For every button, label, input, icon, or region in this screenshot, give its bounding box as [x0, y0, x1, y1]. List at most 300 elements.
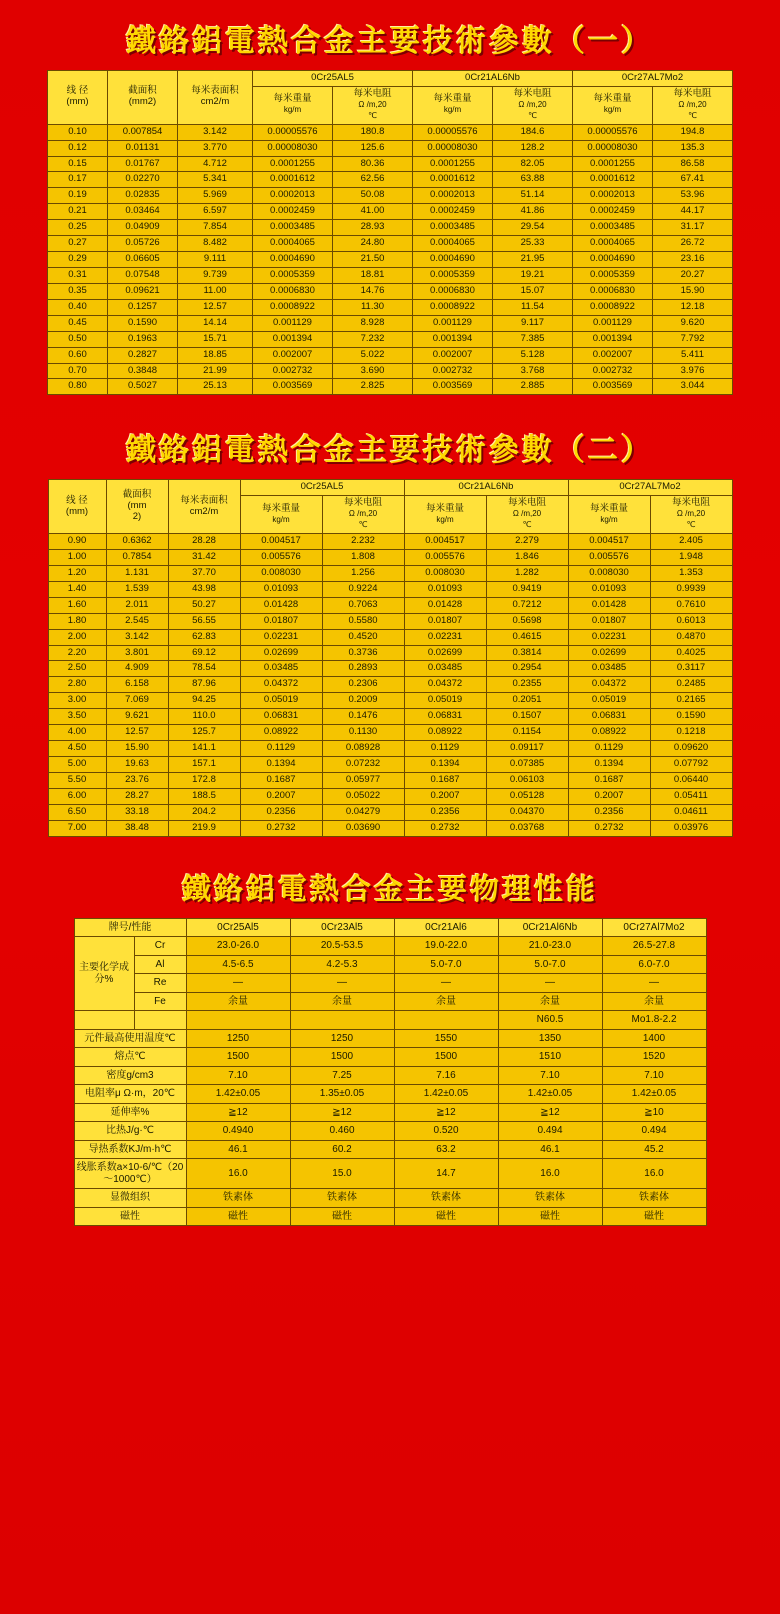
table-cell: 0.4520 — [322, 629, 404, 645]
table-cell: 0.0002459 — [253, 204, 333, 220]
table-cell: 0.2732 — [404, 820, 486, 836]
table-cell: 78.54 — [168, 661, 240, 677]
table-cell: 9.739 — [178, 267, 253, 283]
table-row — [74, 1029, 706, 1048]
table-cell: 0.002007 — [253, 347, 333, 363]
table-cell: 38.48 — [106, 820, 168, 836]
table-cell: 0.0008922 — [253, 299, 333, 315]
table-cell: 0.00008030 — [253, 140, 333, 156]
label-element-fe: Fe — [134, 992, 186, 1011]
table-cell: 0.02231 — [240, 629, 322, 645]
table-row — [48, 283, 733, 299]
table-cell: 0.0004065 — [253, 236, 333, 252]
label-element-al: Al — [134, 955, 186, 974]
table-cell: 0.0003485 — [253, 220, 333, 236]
table-cell: 1.256 — [322, 565, 404, 581]
table-cell: 0.17 — [48, 172, 108, 188]
table-cell: 5.50 — [48, 772, 106, 788]
table-cell: 25.33 — [493, 236, 573, 252]
table-cell: 0.0005359 — [253, 267, 333, 283]
table-cell: 7.232 — [333, 331, 413, 347]
header-alloy-2: 0Cr23Al5 — [290, 918, 394, 937]
table-cell — [290, 1011, 394, 1030]
header-grade-property: 牌号/性能 — [74, 918, 186, 937]
table-cell: 21.0-23.0 — [498, 937, 602, 956]
table-cell: 0.1507 — [486, 709, 568, 725]
table-cell: 1.60 — [48, 597, 106, 613]
table-cell: 0.0002013 — [413, 188, 493, 204]
table-cell: 23.16 — [653, 252, 733, 268]
table-cell: 0.005576 — [240, 549, 322, 565]
table-cell: 0.00005576 — [413, 124, 493, 140]
table-cell: 0.0001612 — [413, 172, 493, 188]
table-cell: 0.4870 — [650, 629, 732, 645]
table-cell: 0.07548 — [108, 267, 178, 283]
header-alloy-2: 0Cr21AL6Nb — [413, 71, 573, 87]
table-cell: 1.131 — [106, 565, 168, 581]
table-cell: 0.2485 — [650, 677, 732, 693]
header-cross-section: 截面积 (mm2) — [108, 71, 178, 125]
table-cell: 1500 — [394, 1048, 498, 1067]
table-cell: 余量 — [498, 992, 602, 1011]
table-cell: 7.10 — [186, 1066, 290, 1085]
table-cell: 0.0003485 — [413, 220, 493, 236]
table-cell: 0.001129 — [253, 315, 333, 331]
table-cell: 9.117 — [493, 315, 573, 331]
header-surface-area: 每米表面积 cm2/m — [168, 480, 240, 534]
table-cell: 2.885 — [493, 379, 573, 395]
table-cell: 29.54 — [493, 220, 573, 236]
table-cell: 6.0-7.0 — [602, 955, 706, 974]
table-cell: 0.08922 — [568, 725, 650, 741]
table-cell: 0.001394 — [573, 331, 653, 347]
table-cell: 0.02270 — [108, 172, 178, 188]
table-cell: 0.03485 — [568, 661, 650, 677]
table-cell: 0.07232 — [322, 756, 404, 772]
table-cell: 0.0002013 — [573, 188, 653, 204]
table-cell: 80.36 — [333, 156, 413, 172]
table-cell: 0.0004065 — [413, 236, 493, 252]
table-cell: 19.63 — [106, 756, 168, 772]
label-property: 熔点℃ — [74, 1048, 186, 1067]
table-cell: 15.90 — [106, 741, 168, 757]
table-cell: 0.06831 — [568, 709, 650, 725]
table-cell: 45.2 — [602, 1140, 706, 1159]
table-cell: 11.54 — [493, 299, 573, 315]
table-cell: 18.81 — [333, 267, 413, 283]
table-cell: 7.792 — [653, 331, 733, 347]
table-cell: — — [498, 974, 602, 993]
header-cross-section: 截面积 (mm 2) — [106, 480, 168, 534]
table-header-row — [48, 71, 733, 87]
table-cell: 0.3736 — [322, 645, 404, 661]
table-row — [48, 140, 733, 156]
tech-params-table-1 — [47, 70, 733, 395]
table-cell: 19.0-22.0 — [394, 937, 498, 956]
table-row — [74, 1066, 706, 1085]
table-cell: 0.5580 — [322, 613, 404, 629]
table-cell: 0.04611 — [650, 804, 732, 820]
table-row — [74, 955, 706, 974]
table3-wrapper — [0, 918, 780, 1231]
table-cell: 0.008030 — [404, 565, 486, 581]
table-cell: 0.004517 — [568, 534, 650, 550]
table-cell — [186, 1011, 290, 1030]
table-cell: 5.411 — [653, 347, 733, 363]
table-cell: 0.0008922 — [413, 299, 493, 315]
table-cell: 余量 — [602, 992, 706, 1011]
header-resistance-per-meter-3: 每米电阻 Ω /m,20 ℃ — [650, 496, 732, 534]
table-cell: 0.08928 — [322, 741, 404, 757]
tech-params-table-2 — [48, 479, 733, 836]
table-cell: 0.04372 — [568, 677, 650, 693]
table-cell: 磁性 — [290, 1207, 394, 1226]
table-cell: 0.4615 — [486, 629, 568, 645]
table-cell: 94.25 — [168, 693, 240, 709]
table-cell: 3.00 — [48, 693, 106, 709]
table-row — [48, 379, 733, 395]
table-cell: 7.00 — [48, 820, 106, 836]
table-cell: 0.90 — [48, 534, 106, 550]
table-cell: 1.40 — [48, 581, 106, 597]
table-cell: 1520 — [602, 1048, 706, 1067]
label-property: 电阻率μ Ω·m，20℃ — [74, 1085, 186, 1104]
table-cell: 0.06831 — [404, 709, 486, 725]
table-cell: 0.1130 — [322, 725, 404, 741]
table-cell: 25.13 — [178, 379, 253, 395]
table-cell: 2.00 — [48, 629, 106, 645]
table-row — [74, 1122, 706, 1141]
header-alloy-1: 0Cr25AL5 — [253, 71, 413, 87]
table-cell: 0.00008030 — [413, 140, 493, 156]
table-cell: 0.29 — [48, 252, 108, 268]
table-cell: 7.385 — [493, 331, 573, 347]
table-cell: 5.341 — [178, 172, 253, 188]
table-cell: 0.0008922 — [573, 299, 653, 315]
table-cell: 0.494 — [602, 1122, 706, 1141]
table-cell: 0.2007 — [404, 788, 486, 804]
table-row — [74, 992, 706, 1011]
table-cell: 0.02835 — [108, 188, 178, 204]
table-cell: 204.2 — [168, 804, 240, 820]
label-property: 比热J/g·℃ — [74, 1122, 186, 1141]
table-cell: ≧12 — [186, 1103, 290, 1122]
table-row — [48, 788, 732, 804]
table-cell: ≧12 — [498, 1103, 602, 1122]
table-cell: 12.57 — [178, 299, 253, 315]
table-cell: 0.2306 — [322, 677, 404, 693]
table-cell: 0.04370 — [486, 804, 568, 820]
table-cell: 8.928 — [333, 315, 413, 331]
table-cell: 0.005576 — [568, 549, 650, 565]
table-cell: 33.18 — [106, 804, 168, 820]
table-cell: 0.02699 — [404, 645, 486, 661]
table-cell: 4.712 — [178, 156, 253, 172]
table-cell: 2.50 — [48, 661, 106, 677]
table-row — [48, 645, 732, 661]
table-cell: — — [290, 974, 394, 993]
table-cell: 3.50 — [48, 709, 106, 725]
table-cell: 21.99 — [178, 363, 253, 379]
table-cell: 50.27 — [168, 597, 240, 613]
table-row — [74, 1011, 706, 1030]
table-cell: 180.8 — [333, 124, 413, 140]
table-row — [74, 937, 706, 956]
table-cell: 0.3117 — [650, 661, 732, 677]
table-cell: 0.1257 — [108, 299, 178, 315]
table-cell: 3.044 — [653, 379, 733, 395]
table-cell: 0.0004690 — [253, 252, 333, 268]
table-cell: 0.0006830 — [573, 283, 653, 299]
table-cell: 0.01428 — [240, 597, 322, 613]
table-cell: 0.2007 — [568, 788, 650, 804]
table-cell: 0.0001255 — [253, 156, 333, 172]
table-cell: 铁素体 — [602, 1189, 706, 1208]
table-cell: 0.005576 — [404, 549, 486, 565]
table-row — [48, 534, 732, 550]
table-cell: 43.98 — [168, 581, 240, 597]
table-cell: 1550 — [394, 1029, 498, 1048]
table-row — [48, 725, 732, 741]
table-row — [48, 204, 733, 220]
table-cell: 0.1476 — [322, 709, 404, 725]
table-cell: 7.10 — [498, 1066, 602, 1085]
table-cell: 1.42±0.05 — [186, 1085, 290, 1104]
label-additive — [74, 1011, 134, 1030]
table-cell: 0.05411 — [650, 788, 732, 804]
table-cell: 14.76 — [333, 283, 413, 299]
table-cell: 0.7063 — [322, 597, 404, 613]
table-cell: 16.0 — [602, 1159, 706, 1189]
table-row — [48, 741, 732, 757]
table-cell: 0.03464 — [108, 204, 178, 220]
table-cell: 0.09621 — [108, 283, 178, 299]
table-cell: 0.7854 — [106, 549, 168, 565]
table-cell: 1500 — [290, 1048, 394, 1067]
table-cell: 5.0-7.0 — [394, 955, 498, 974]
table-row — [48, 581, 732, 597]
table-cell: 9.621 — [106, 709, 168, 725]
table-cell: 0.002007 — [413, 347, 493, 363]
table-cell: 125.7 — [168, 725, 240, 741]
table-cell: 3.770 — [178, 140, 253, 156]
table-cell: 0.2355 — [486, 677, 568, 693]
table-cell: 31.17 — [653, 220, 733, 236]
table-cell: 0.003569 — [253, 379, 333, 395]
table-cell: 0.004517 — [404, 534, 486, 550]
header-alloy-1: 0Cr25AL5 — [240, 480, 404, 496]
header-alloy-2: 0Cr21AL6Nb — [404, 480, 568, 496]
table-cell: 5.128 — [493, 347, 573, 363]
table-cell: 28.27 — [106, 788, 168, 804]
table-cell: 0.002732 — [253, 363, 333, 379]
table-cell: 172.8 — [168, 772, 240, 788]
table-cell: ≧12 — [290, 1103, 394, 1122]
table-cell: 26.5-27.8 — [602, 937, 706, 956]
table-cell: 1.00 — [48, 549, 106, 565]
header-alloy-5: 0Cr27Al7Mo2 — [602, 918, 706, 937]
table-cell: 3.690 — [333, 363, 413, 379]
table-cell: 0.0006830 — [253, 283, 333, 299]
header-resistance-per-meter-1: 每米电阻 Ω /m,20 ℃ — [322, 496, 404, 534]
table-cell: 0.0004690 — [573, 252, 653, 268]
table-cell: 0.15 — [48, 156, 108, 172]
table-cell: 1510 — [498, 1048, 602, 1067]
table-cell: 0.60 — [48, 347, 108, 363]
table-cell: 14.7 — [394, 1159, 498, 1189]
table-cell: 0.001129 — [573, 315, 653, 331]
table-cell: 6.158 — [106, 677, 168, 693]
table-cell: 0.002007 — [573, 347, 653, 363]
table-cell: 0.01428 — [404, 597, 486, 613]
table-cell: 2.825 — [333, 379, 413, 395]
header-alloy-3: 0Cr21Al6 — [394, 918, 498, 937]
table-cell: 3.976 — [653, 363, 733, 379]
header-weight-per-meter-3: 每米重量 kg/m — [568, 496, 650, 534]
table-cell: 0.05019 — [568, 693, 650, 709]
table-row — [48, 188, 733, 204]
table-cell: N60.5 — [498, 1011, 602, 1030]
table-cell: 0.05128 — [486, 788, 568, 804]
table-row — [48, 363, 733, 379]
table-cell: 0.04372 — [240, 677, 322, 693]
table-cell: 0.06605 — [108, 252, 178, 268]
table-cell: 0.03976 — [650, 820, 732, 836]
table-cell: 9.111 — [178, 252, 253, 268]
table-cell: 7.069 — [106, 693, 168, 709]
table-cell: 53.96 — [653, 188, 733, 204]
table-cell: 0.007854 — [108, 124, 178, 140]
table-cell: 0.2893 — [322, 661, 404, 677]
table-cell: 23.0-26.0 — [186, 937, 290, 956]
table-cell: 0.35 — [48, 283, 108, 299]
header-alloy-3: 0Cr27AL7Mo2 — [573, 71, 733, 87]
page-title-1: 鐵鉻鋁電熱合金主要技術參數（一） — [126, 24, 654, 59]
table-cell: 1.353 — [650, 565, 732, 581]
table-row — [48, 331, 733, 347]
table-cell: 1.20 — [48, 565, 106, 581]
table-cell: 0.2165 — [650, 693, 732, 709]
table-cell: 0.001394 — [413, 331, 493, 347]
header-weight-per-meter-3: 每米重量 kg/m — [573, 86, 653, 124]
label-property: 密度g/cm3 — [74, 1066, 186, 1085]
table-cell: 余量 — [186, 992, 290, 1011]
table-cell: 0.21 — [48, 204, 108, 220]
table-cell: 128.2 — [493, 140, 573, 156]
table-cell: 0.06440 — [650, 772, 732, 788]
table-cell: 1250 — [290, 1029, 394, 1048]
table-cell: 0.27 — [48, 236, 108, 252]
table-cell: 8.482 — [178, 236, 253, 252]
table-row — [74, 1159, 706, 1189]
table-row — [74, 1189, 706, 1208]
table-cell: 铁素体 — [290, 1189, 394, 1208]
table-cell: 0.06103 — [486, 772, 568, 788]
table-cell: 11.00 — [178, 283, 253, 299]
table-cell: 41.00 — [333, 204, 413, 220]
table-cell: 62.56 — [333, 172, 413, 188]
table-cell: 1.539 — [106, 581, 168, 597]
table-cell: 0.01093 — [240, 581, 322, 597]
table-cell: 0.09620 — [650, 741, 732, 757]
table-cell: 0.1963 — [108, 331, 178, 347]
table-cell: 0.3814 — [486, 645, 568, 661]
table-cell: 219.9 — [168, 820, 240, 836]
table-row — [74, 1103, 706, 1122]
table-cell: 125.6 — [333, 140, 413, 156]
table-cell: ≧10 — [602, 1103, 706, 1122]
table-cell: 0.0005359 — [413, 267, 493, 283]
table-cell: 0.1590 — [650, 709, 732, 725]
table-row — [74, 1140, 706, 1159]
table-cell: 1.846 — [486, 549, 568, 565]
table-cell: 0.002732 — [413, 363, 493, 379]
table-cell: 19.21 — [493, 267, 573, 283]
table-cell: 188.5 — [168, 788, 240, 804]
table-cell: 41.86 — [493, 204, 573, 220]
label-property: 延伸率% — [74, 1103, 186, 1122]
table-row — [48, 549, 732, 565]
table-cell: 0.001129 — [413, 315, 493, 331]
table-cell: 0.2732 — [568, 820, 650, 836]
table-cell: 4.00 — [48, 725, 106, 741]
header-resistance-per-meter-1: 每米电阻 Ω /m,20 ℃ — [333, 86, 413, 124]
table-cell: 12.18 — [653, 299, 733, 315]
table-row — [74, 1048, 706, 1067]
table-cell: 86.58 — [653, 156, 733, 172]
table-cell: 21.50 — [333, 252, 413, 268]
table-cell: 0.01807 — [568, 613, 650, 629]
table-cell: 0.2051 — [486, 693, 568, 709]
label-additive-sub — [134, 1011, 186, 1030]
table-cell: 46.1 — [186, 1140, 290, 1159]
table-cell: — — [602, 974, 706, 993]
table-cell: 60.2 — [290, 1140, 394, 1159]
table-row — [48, 124, 733, 140]
physical-properties-table — [74, 918, 707, 1227]
table-cell: 194.8 — [653, 124, 733, 140]
table-cell: 0.3848 — [108, 363, 178, 379]
table-cell: 24.80 — [333, 236, 413, 252]
table-cell: 0.01131 — [108, 140, 178, 156]
table-cell: 0.50 — [48, 331, 108, 347]
table-cell: 0.05726 — [108, 236, 178, 252]
table-cell: — — [186, 974, 290, 993]
header-resistance-per-meter-2: 每米电阻 Ω /m,20 ℃ — [493, 86, 573, 124]
table-header-row — [74, 918, 706, 937]
table-cell: 28.28 — [168, 534, 240, 550]
table-cell: 0.0002013 — [253, 188, 333, 204]
table-cell: 0.40 — [48, 299, 108, 315]
table-cell: 0.2356 — [404, 804, 486, 820]
table-cell: 23.76 — [106, 772, 168, 788]
header-resistance-per-meter-2: 每米电阻 Ω /m,20 ℃ — [486, 496, 568, 534]
table-cell: 0.01093 — [568, 581, 650, 597]
table-cell: 51.14 — [493, 188, 573, 204]
table-cell: 28.93 — [333, 220, 413, 236]
table-header-row — [48, 480, 732, 496]
table-cell: 0.1129 — [404, 741, 486, 757]
table-cell: 0.1590 — [108, 315, 178, 331]
table-cell: 16.0 — [186, 1159, 290, 1189]
table-cell: 20.27 — [653, 267, 733, 283]
table-cell: 15.90 — [653, 283, 733, 299]
table-cell: 0.01807 — [404, 613, 486, 629]
table-cell: 2.232 — [322, 534, 404, 550]
table-cell: 0.6013 — [650, 613, 732, 629]
table-cell: 135.3 — [653, 140, 733, 156]
table-cell: 7.25 — [290, 1066, 394, 1085]
